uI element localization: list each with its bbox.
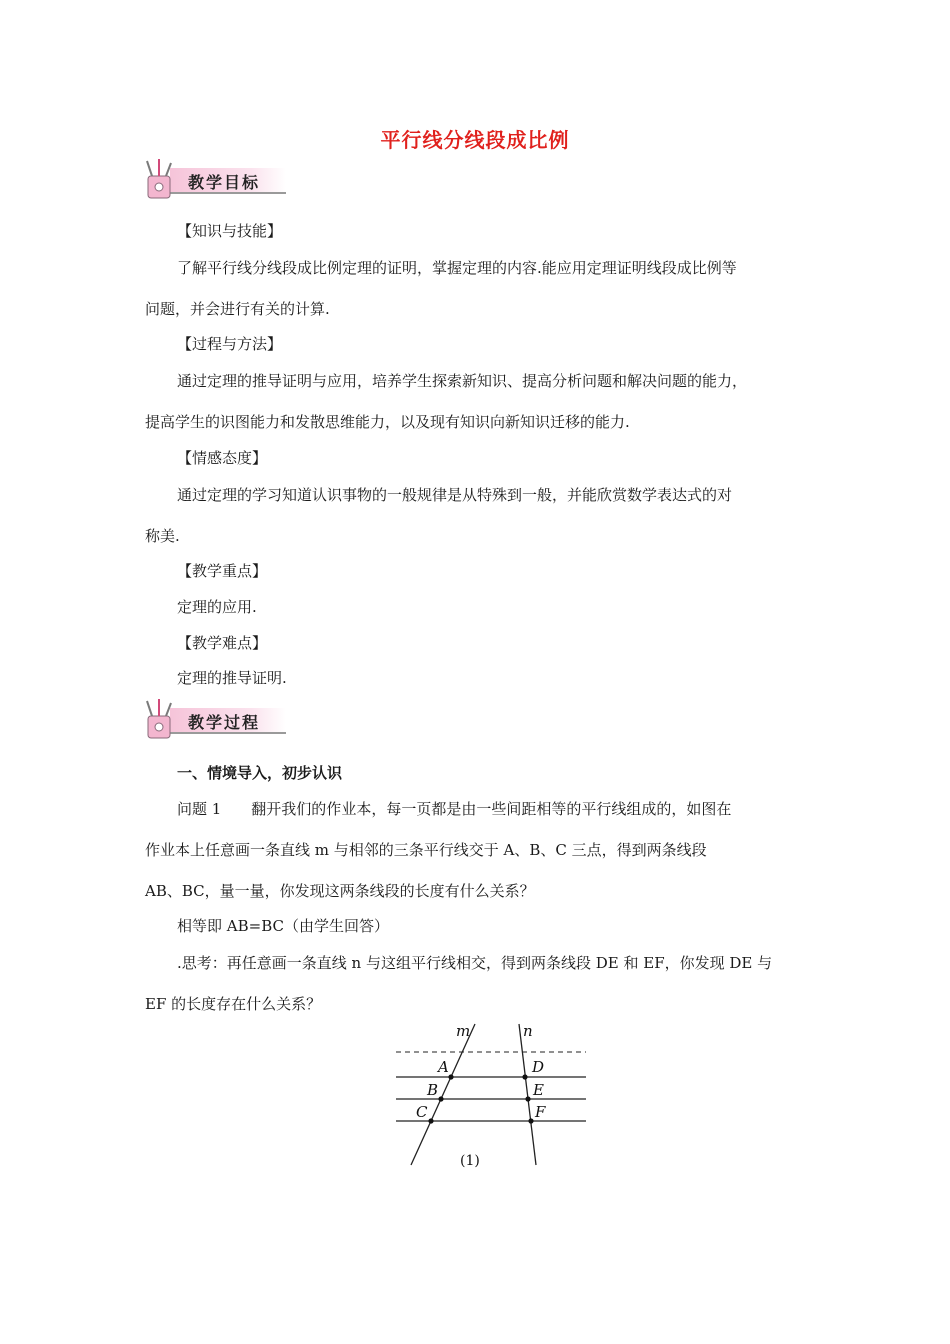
point-a — [448, 1074, 453, 1079]
heading-difficult-point: 【教学难点】 — [177, 634, 268, 652]
page-title: 平行线分线段成比例 — [380, 128, 570, 152]
section-label-goals: 教学目标 — [188, 173, 261, 192]
section-badge-goals — [140, 158, 290, 202]
text-method-1: 通过定理的推导证明与应用，培养学生探索新知识、提高分析问题和解决问题的能力， — [177, 372, 748, 390]
text-difficult-point: 定理的推导证明. — [177, 669, 287, 687]
point-e — [525, 1096, 530, 1101]
text-key-point: 定理的应用. — [177, 598, 257, 616]
heading-key-point: 【教学重点】 — [177, 562, 268, 580]
heading-intro: 一、情境导入，初步认识 — [177, 764, 343, 782]
point-f — [528, 1118, 533, 1123]
label-a: A — [438, 1058, 449, 1076]
text-method-2: 提高学生的识图能力和发散思维能力，以及现有知识向新知识迁移的能力. — [145, 413, 630, 431]
label-e: E — [533, 1081, 544, 1099]
label-f: F — [535, 1103, 546, 1121]
text-question-1-line-2: 作业本上任意画一条直线 m 与相邻的三条平行线交于 A、B、C 三点，得到两条线段 — [145, 841, 707, 859]
text-think-line-1: .思考：再任意画一条直线 n 与这组平行线相交，得到两条线段 DE 和 EF，你发现 DE 与 — [177, 954, 773, 972]
label-d: D — [532, 1058, 545, 1076]
heading-method: 【过程与方法】 — [177, 335, 283, 353]
parallel-lines-figure — [380, 1018, 600, 1178]
text-emotion-2: 称美. — [145, 527, 180, 545]
section-badge-process — [140, 698, 290, 742]
label-b: B — [427, 1081, 439, 1099]
pencil-cup-icon — [140, 158, 178, 202]
figure-caption: (1) — [460, 1153, 480, 1169]
label-m: m — [456, 1022, 471, 1040]
label-n: n — [523, 1022, 533, 1040]
pencil-cup-icon — [140, 698, 178, 742]
point-b — [438, 1096, 443, 1101]
point-c — [428, 1118, 433, 1123]
text-question-1-line-1: 问题 1 翻开我们的作业本，每一页都是由一些间距相等的平行线组成的，如图在 — [177, 800, 732, 818]
heading-emotion: 【情感态度】 — [177, 449, 268, 467]
label-c: C — [416, 1103, 428, 1121]
heading-knowledge: 【知识与技能】 — [177, 222, 283, 240]
point-d — [522, 1074, 527, 1079]
line-m — [411, 1024, 475, 1165]
text-answer: 相等即 AB=BC（由学生回答） — [177, 917, 389, 935]
text-knowledge-2: 问题，并会进行有关的计算. — [145, 300, 330, 318]
text-emotion-1: 通过定理的学习知道认识事物的一般规律是从特殊到一般，并能欣赏数学表达式的对 — [177, 486, 733, 504]
text-think-line-2: EF 的长度存在什么关系？ — [145, 995, 322, 1013]
section-label-process: 教学过程 — [188, 713, 261, 732]
text-question-1-line-3: AB、BC，量一量，你发现这两条线段的长度有什么关系？ — [145, 882, 535, 900]
text-knowledge-1: 了解平行线分线段成比例定理的证明，掌握定理的内容.能应用定理证明线段成比例等 — [177, 259, 737, 277]
